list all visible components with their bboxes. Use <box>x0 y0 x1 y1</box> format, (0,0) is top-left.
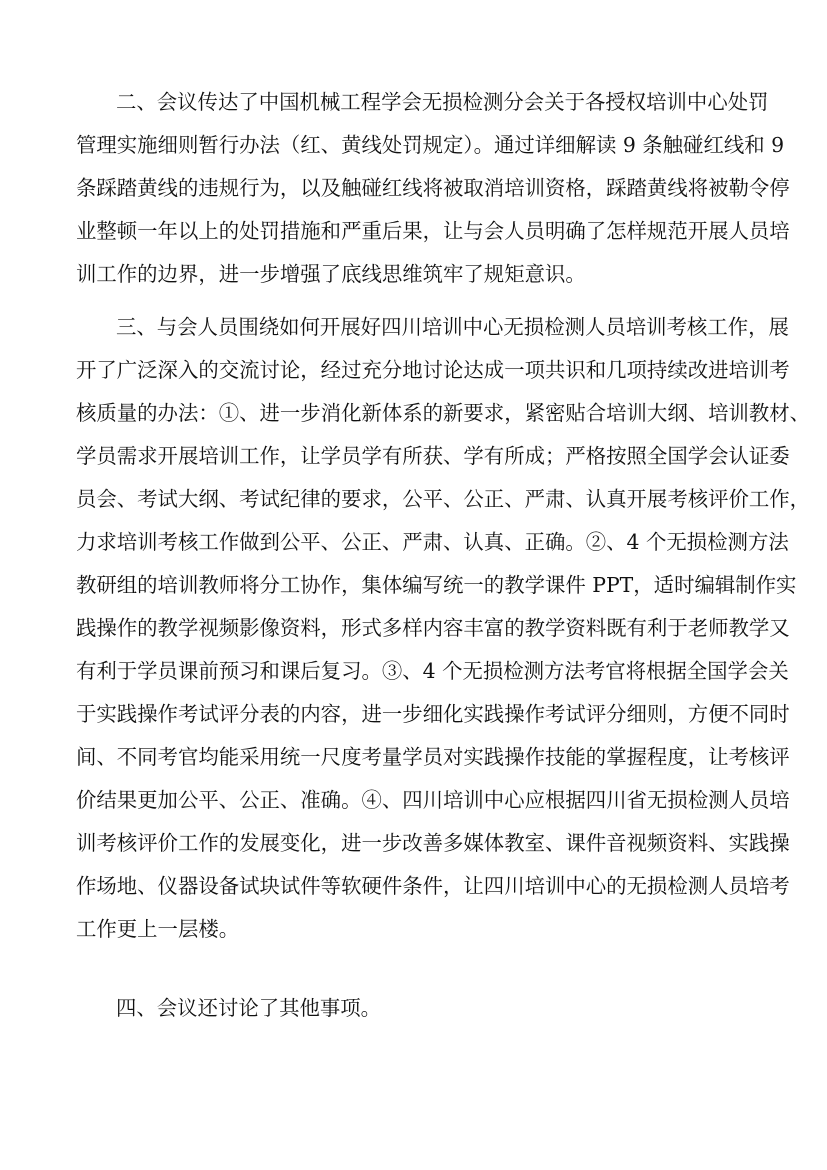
text-line: 作场地、仪器设备试块试件等软硬件条件，让四川培训中心的无损检测人员培考 <box>76 874 790 898</box>
text-line: 四、会议还讨论了其他事项。 <box>116 996 382 1020</box>
text-line: 管理实施细则暂行办法（红、黄线处罚规定）。通过详细解读 9 条触碰红线和 9 <box>76 133 785 157</box>
text-line: 工作更上一层楼。 <box>76 917 240 941</box>
text-line: 有利于学员课前预习和课后复习。③、4 个无损检测方法考官将根据全国学会关 <box>76 659 789 683</box>
text-line: 学员需求开展培训工作，让学员学有所获、学有所成；严格按照全国学会认证委 <box>76 444 790 468</box>
text-line: 践操作的教学视频影像资料，形式多样内容丰富的教学资料既有利于老师教学又 <box>76 616 790 640</box>
text-line: 员会、考试大纲、考试纪律的要求，公平、公正、严肃、认真开展考核评价工作， <box>76 487 811 511</box>
text-line: 开了广泛深入的交流讨论，经过充分地讨论达成一项共识和几项持续改进培训考 <box>76 358 790 382</box>
text-line: 训考核评价工作的发展变化，进一步改善多媒体教室、课件音视频资料、实践操 <box>76 831 790 855</box>
text-line: 核质量的办法：①、进一步消化新体系的新要求，紧密贴合培训大纲、培训教材、 <box>76 401 811 425</box>
text-line: 条踩踏黄线的违规行为，以及触碰红线将被取消培训资格，踩踏黄线将被勒令停 <box>76 176 790 200</box>
text-line: 力求培训考核工作做到公平、公正、严肃、认真、正确。②、4 个无损检测方法 <box>76 530 789 554</box>
text-line: 训工作的边界，进一步增强了底线思维筑牢了规矩意识。 <box>76 262 586 286</box>
text-line: 价结果更加公平、公正、准确。④、四川培训中心应根据四川省无损检测人员培 <box>76 788 790 812</box>
text-line: 业整顿一年以上的处罚措施和严重后果，让与会人员明确了怎样规范开展人员培 <box>76 219 790 243</box>
text-line: 教研组的培训教师将分工协作，集体编写统一的教学课件 PPT，适时编辑制作实 <box>76 573 797 597</box>
text-line: 三、与会人员围绕如何开展好四川培训中心无损检测人员培训考核工作，展 <box>116 315 789 339</box>
text-line: 间、不同考官均能采用统一尺度考量学员对实践操作技能的掌握程度，让考核评 <box>76 745 790 769</box>
text-line: 二、会议传达了中国机械工程学会无损检测分会关于各授权培训中心处罚 <box>116 90 769 114</box>
text-line: 于实践操作考试评分表的内容，进一步细化实践操作考试评分细则，方便不同时 <box>76 702 790 726</box>
